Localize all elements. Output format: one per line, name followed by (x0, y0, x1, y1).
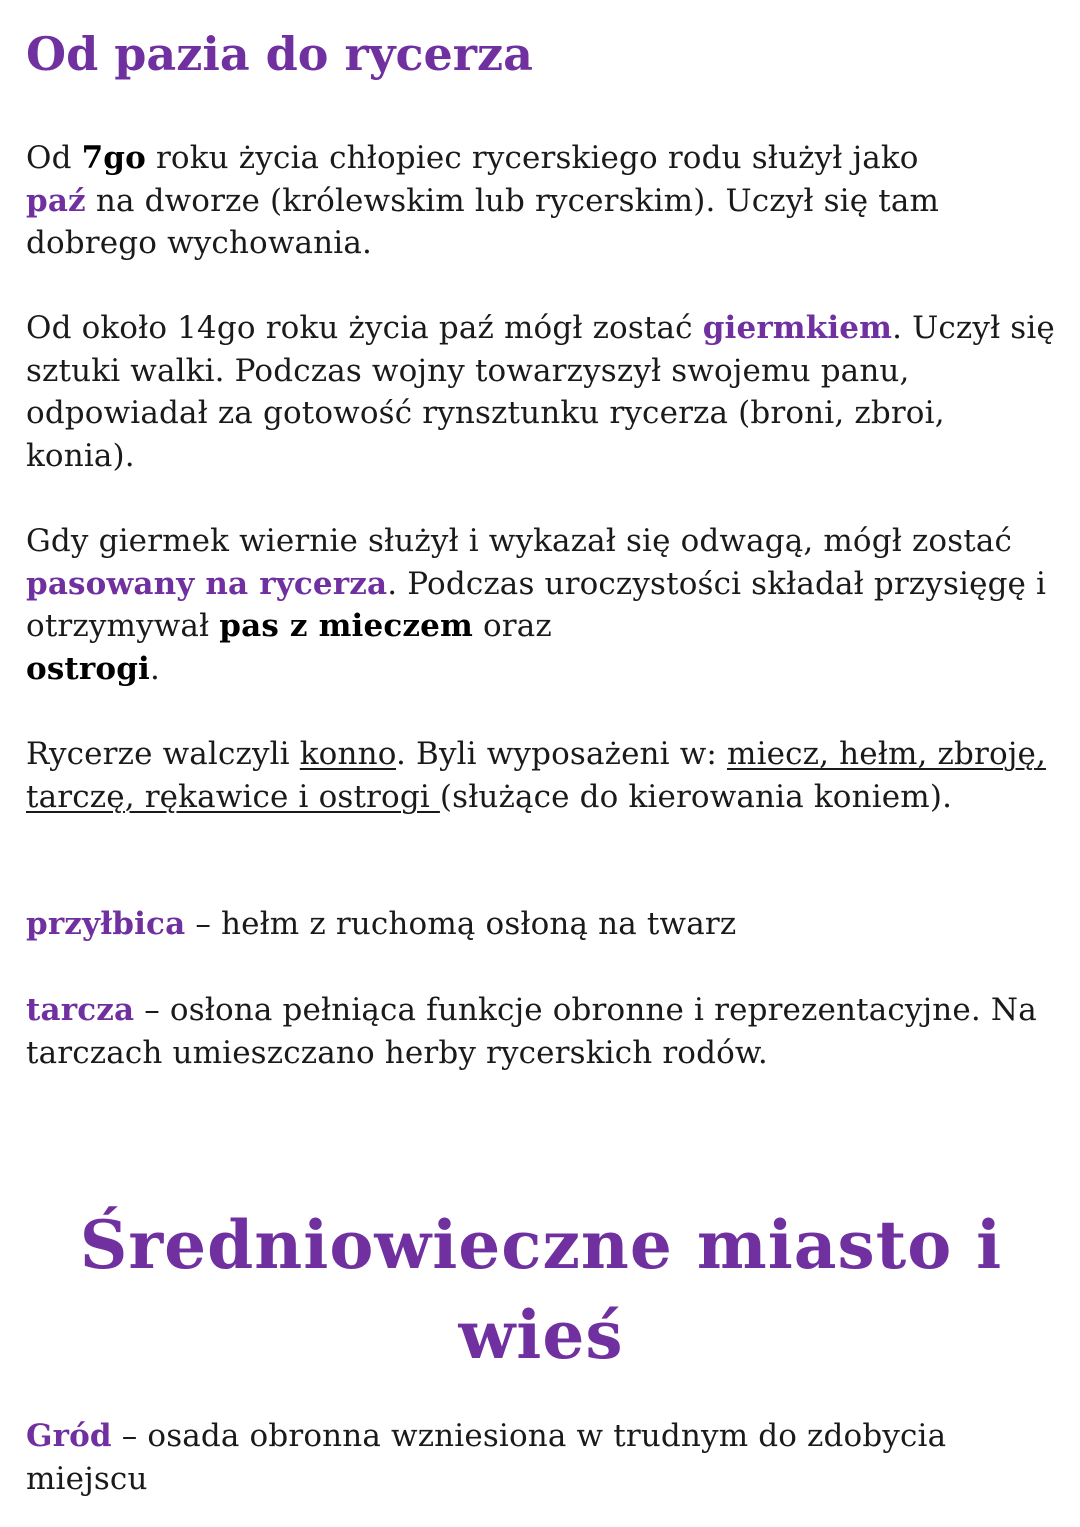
section-title-knights: Od pazia do rycerza (26, 27, 533, 81)
paragraph-squire (26, 307, 1056, 477)
term-pasowany: pasowany na rycerza (26, 565, 388, 602)
term-paz: paź (26, 182, 86, 219)
text: roku życia chłopiec rycerskiego rodu służył jako (145, 140, 919, 176)
text: . Podczas uroczystości składał przysięgę i otrzymywał (26, 565, 1047, 644)
text: . Byli wyposażeni w: (396, 736, 728, 772)
bold-ostrogi: ostrogi (26, 650, 150, 687)
definition-text: – osłona pełniąca funkcje obronne i reprezentacyjne. Na tarczach umieszczano herby rycerskich rodów. (26, 992, 1037, 1071)
bold-age-7: 7go (81, 140, 146, 176)
text: oraz (472, 608, 552, 644)
text: na dworze (królewskim lub rycerskim). Uczył się tam dobrego wychowania. (26, 182, 940, 261)
definition-text: – hełm z ruchomą osłoną na twarz (185, 906, 737, 942)
section-title-town-village: Średniowieczne miasto i wieś (79, 1206, 1003, 1374)
text: . (149, 650, 160, 687)
text: (służące do kierowania koniem). (439, 778, 953, 815)
paragraph-knighting (26, 520, 1056, 690)
underlined-konno: konno (299, 736, 396, 772)
text: Rycerze walczyli (26, 736, 300, 772)
definition-przylbica (26, 903, 1056, 946)
underlined-equipment-list: miecz, hełm, zbroję, tarczę, rękawice i ostrogi (26, 736, 1047, 815)
term-giermek: giermkiem (702, 310, 893, 346)
term-przylbica: przyłbica (26, 906, 186, 942)
bold-pas-z-mieczem: pas z mieczem (219, 608, 473, 644)
text: Od około 14go roku życia paź mógł zostać (26, 310, 703, 346)
definition-grod (26, 1415, 1056, 1500)
text: Od (26, 140, 82, 176)
term-tarcza: tarcza (26, 992, 135, 1028)
definition-text: – osada obronna wzniesiona w trudnym do zdobycia miejscu (26, 1418, 947, 1497)
text: . Uczył się sztuki walki. Podczas wojny towarzyszył swojemu panu, odpowiadał za gotowość rynsztunku rycerza (broni, zbroi, konia). (26, 310, 1055, 474)
definition-tarcza (26, 989, 1056, 1074)
term-grod: Gród (26, 1418, 112, 1454)
paragraph-page (26, 137, 1056, 265)
text: Gdy giermek wiernie służył i wykazał się odwagą, mógł zostać (26, 523, 1013, 559)
paragraph-equipment (26, 733, 1056, 818)
